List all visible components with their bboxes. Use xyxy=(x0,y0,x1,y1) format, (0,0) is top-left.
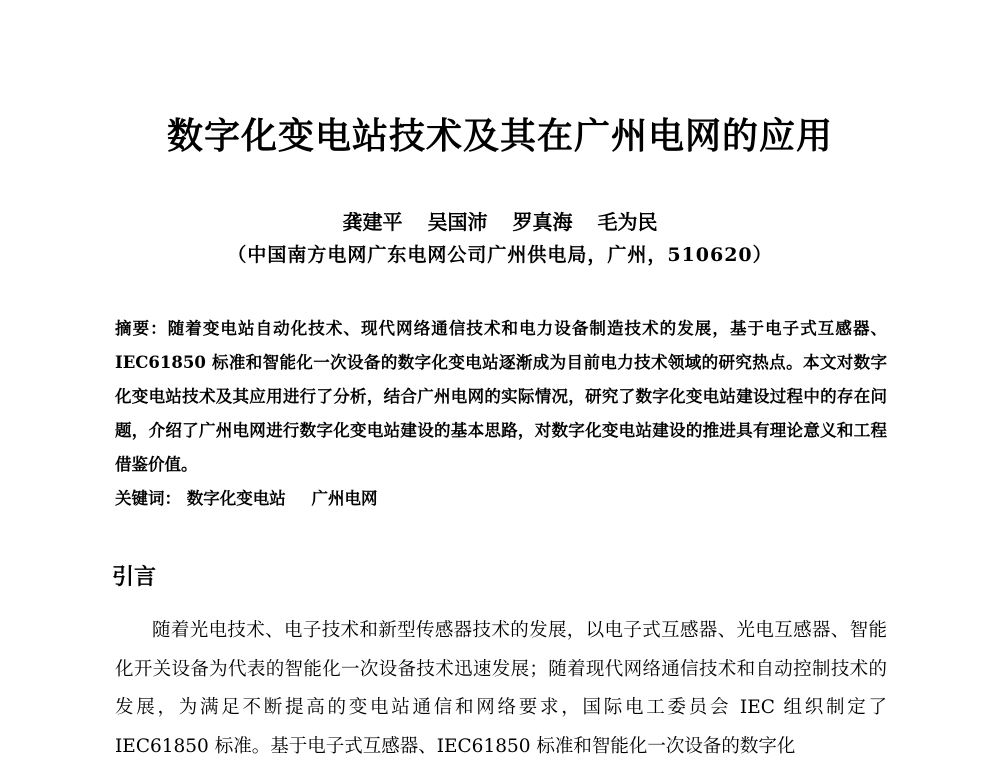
keywords-label: 关键词： xyxy=(115,489,181,508)
section-heading: 引言 xyxy=(112,565,157,590)
abstract-label: 摘要： xyxy=(115,319,168,338)
author-name: 毛为民 xyxy=(597,210,658,234)
author-name: 龚建平 xyxy=(342,210,403,234)
introduction-paragraph: 随着光电技术、电子技术和新型传感器技术的发展，以电子式互感器、光电互感器、智能化开关设备为代表的智能化一次设备技术迅速发展；随着现代网络通信技术和自动控制技术的发展，为满足不断提高的变电站通信和网络要求，国际电工委员会 IEC 组织制定了 IEC61850 标准。基于电子式互感器、IEC61850 标准和智能化一次设备的数字化 xyxy=(115,620,887,757)
keyword: 数字化变电站 xyxy=(186,489,286,508)
author-affiliation: （中国南方电网广东电网公司广州供电局，广州，510620） xyxy=(227,244,773,266)
paper-title: 数字化变电站技术及其在广州电网的应用 xyxy=(166,116,833,157)
keyword: 广州电网 xyxy=(311,489,378,508)
author-name: 罗真海 xyxy=(512,210,573,234)
author-name: 吴国沛 xyxy=(427,210,488,234)
keywords xyxy=(115,482,887,516)
author-list xyxy=(0,206,1000,235)
abstract xyxy=(115,312,887,482)
abstract-text: 随着变电站自动化技术、现代网络通信技术和电力设备制造技术的发展，基于电子式互感器、IEC61850 标准和智能化一次设备的数字化变电站逐渐成为目前电力技术领域的研究热点。本文对数字化变电站技术及其应用进行了分析，结合广州电网的实际情况，研究了数字化变电站建设过程中的存在问题，介绍了广州电网进行数字化变电站建设的基本思路，对数字化变电站建设的推进具有理论意义和工程借鉴价值。 xyxy=(115,319,888,474)
